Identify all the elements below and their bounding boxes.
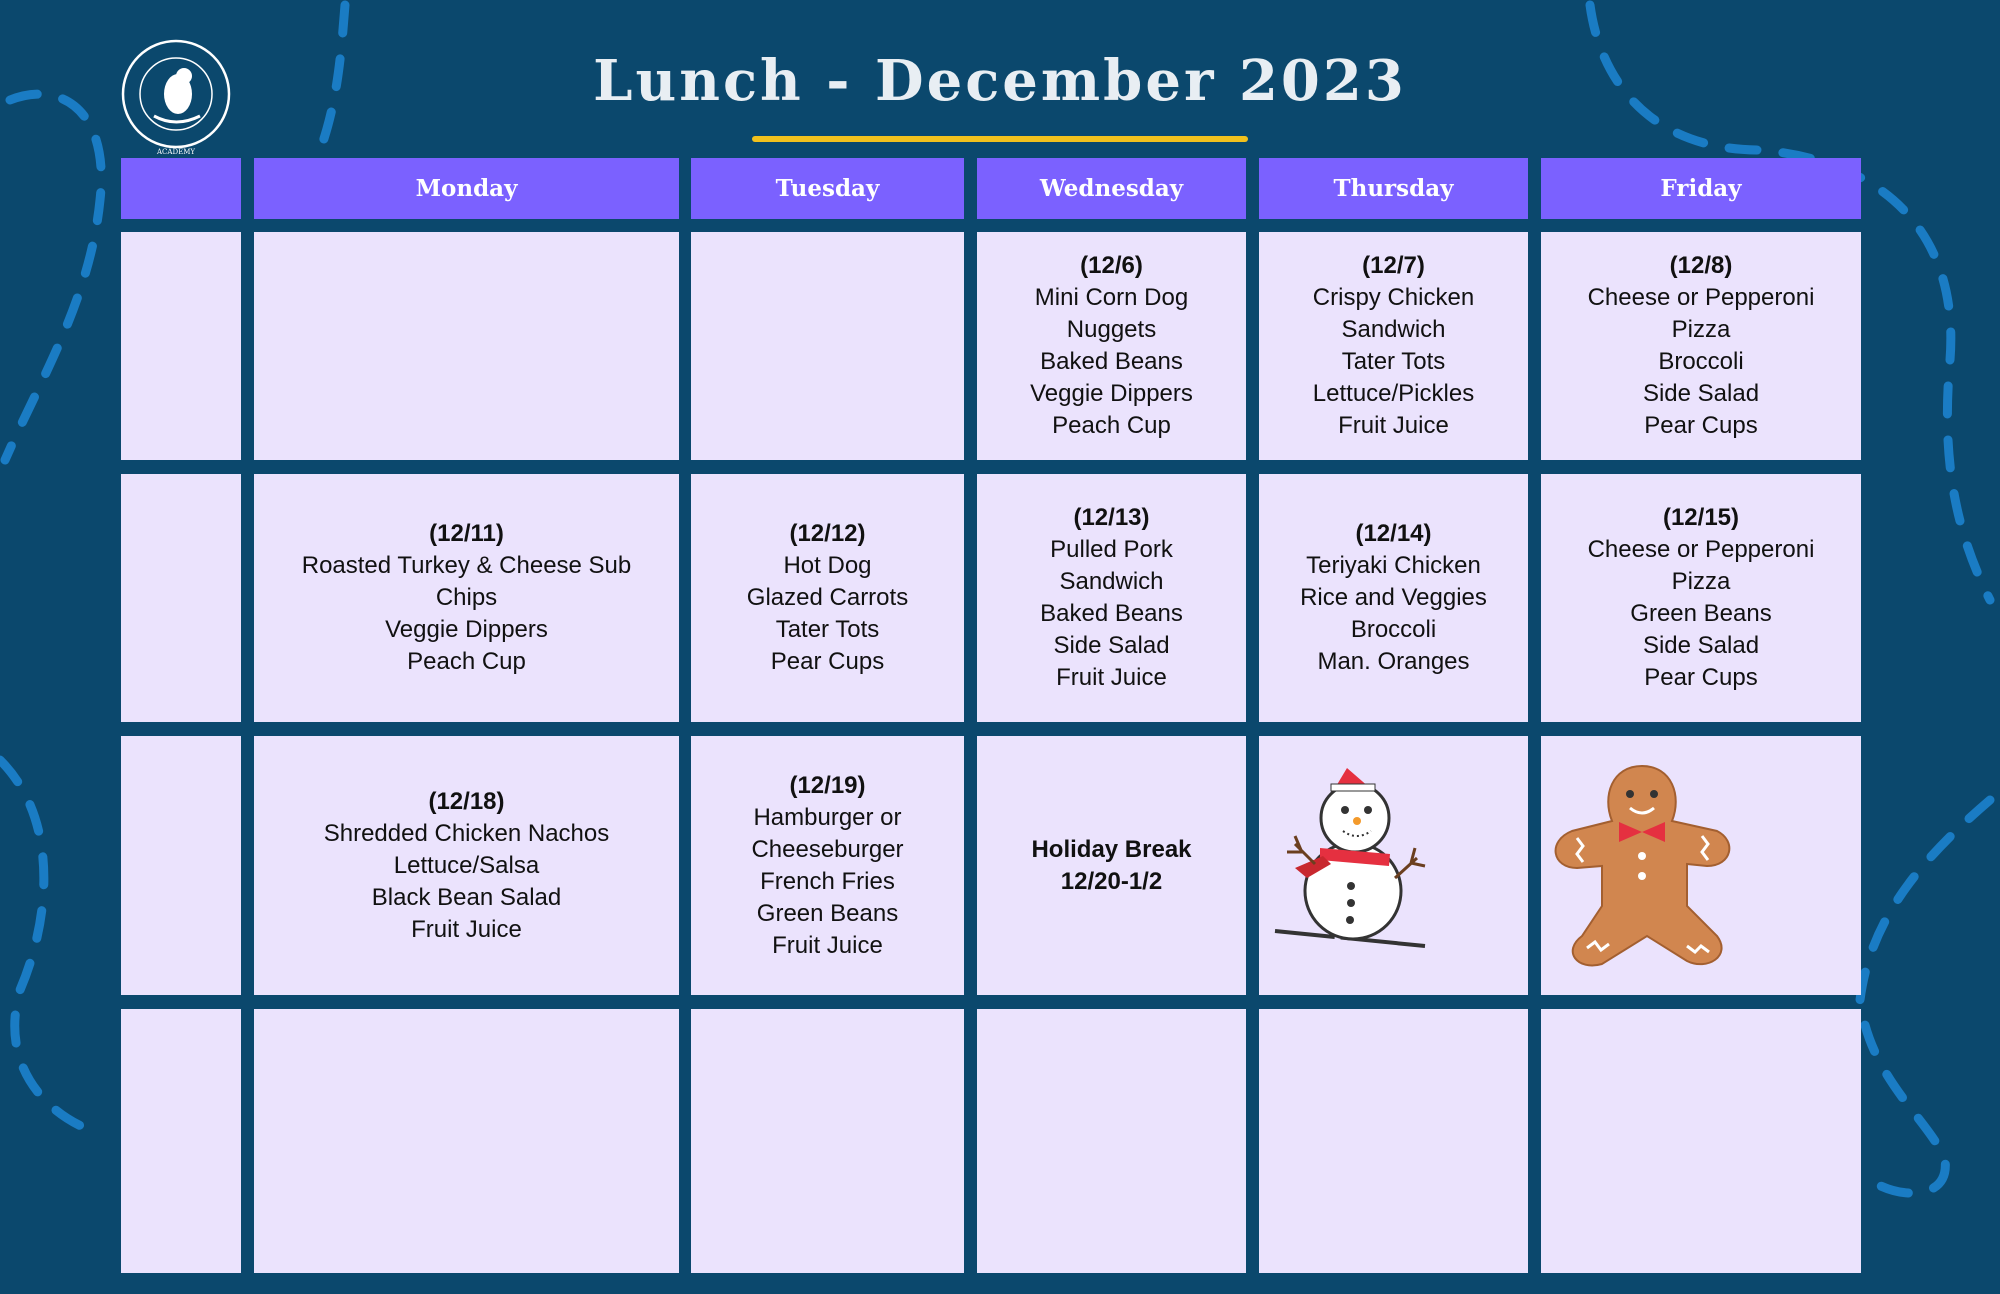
day-cell-monday <box>254 232 679 460</box>
holiday-break-text: Holiday Break <box>1031 835 1192 863</box>
menu-item: Fruit Juice <box>411 915 522 943</box>
menu-item: Peach Cup <box>407 648 526 675</box>
menu-item: Broccoli <box>1658 348 1744 375</box>
day-cell-thursday <box>1259 736 1528 995</box>
week-label-cell <box>121 232 241 460</box>
day-cell-friday <box>1541 736 1861 995</box>
menu-item: Cheese or Pepperoni <box>1587 284 1815 311</box>
day-date: (12/13) <box>1073 504 1150 531</box>
menu-item: Peach Cup <box>1052 412 1171 439</box>
day-cell-friday <box>1541 232 1861 460</box>
day-cell-thursday <box>1259 474 1528 722</box>
menu-item: Pear Cups <box>1644 664 1758 691</box>
menu-item: Fruit Juice <box>1056 664 1167 691</box>
menu-item: Side Salad <box>1053 632 1170 659</box>
menu-item: Hot Dog <box>783 552 872 579</box>
week-label-cell <box>121 1009 241 1273</box>
day-cell-tuesday <box>691 232 964 460</box>
snowman-icon <box>1265 766 1435 966</box>
header-blank <box>121 158 241 219</box>
menu-item: Cheese or Pepperoni <box>1587 536 1815 563</box>
header-wednesday: Wednesday <box>977 158 1246 219</box>
week-label-cell <box>121 474 241 722</box>
menu-item: Veggie Dippers <box>1030 380 1193 407</box>
menu-item: Black Bean Salad <box>371 883 562 911</box>
menu-item: Tater Tots <box>775 616 880 643</box>
day-date: (12/11) <box>429 520 504 547</box>
day-date: (12/14) <box>1355 520 1432 547</box>
menu-item: Green Beans <box>1630 600 1772 627</box>
week-label-cell <box>121 736 241 995</box>
menu-item: Sandwich <box>1059 568 1164 595</box>
menu-item: Roasted Turkey & Cheese Sub <box>301 552 632 579</box>
day-cell-monday <box>254 736 679 995</box>
menu-item: Fruit Juice <box>772 931 883 959</box>
menu-item: Pear Cups <box>1644 412 1758 439</box>
day-date: (12/8) <box>1669 252 1733 279</box>
header-thursday: Thursday <box>1259 158 1528 219</box>
day-cell-tuesday <box>691 474 964 722</box>
menu-item: Tater Tots <box>1341 348 1446 375</box>
menu-item: Pear Cups <box>770 648 885 675</box>
day-cell-wednesday <box>977 1009 1246 1273</box>
menu-item: Pizza <box>1671 568 1731 595</box>
menu-item: Nuggets <box>1066 316 1157 343</box>
menu-item: Pulled Pork <box>1050 536 1173 563</box>
day-cell-thursday <box>1259 232 1528 460</box>
svg-text:ACADEMY: ACADEMY <box>157 148 195 156</box>
menu-item: Lettuce/Pickles <box>1312 380 1475 407</box>
day-date: (12/18) <box>428 787 505 815</box>
day-date: (12/7) <box>1362 252 1425 279</box>
menu-item: Fruit Juice <box>1338 412 1449 439</box>
menu-item: Glazed Carrots <box>746 584 909 611</box>
day-cell-wednesday <box>977 736 1246 995</box>
menu-item: Lettuce/Salsa <box>393 851 540 879</box>
menu-item: Man. Oranges <box>1317 648 1470 675</box>
menu-item: Crispy Chicken <box>1312 284 1475 311</box>
header-monday: Monday <box>254 158 679 219</box>
day-cell-wednesday <box>977 232 1246 460</box>
menu-item: Pizza <box>1671 316 1731 343</box>
day-cell-monday <box>254 474 679 722</box>
day-cell-thursday <box>1259 1009 1528 1273</box>
day-date: (12/15) <box>1662 504 1740 531</box>
header-friday: Friday <box>1541 158 1861 219</box>
menu-item: Rice and Veggies <box>1300 584 1487 611</box>
holiday-break-text: 12/20-1/2 <box>1060 867 1163 895</box>
menu-item: Chips <box>435 584 498 611</box>
menu-item: Green Beans <box>756 899 899 927</box>
header-tuesday: Tuesday <box>691 158 964 219</box>
day-cell-tuesday <box>691 736 964 995</box>
title-underline <box>752 136 1248 142</box>
menu-item: Baked Beans <box>1040 348 1183 375</box>
menu-item: Shredded Chicken Nachos <box>323 819 610 847</box>
day-cell-wednesday <box>977 474 1246 722</box>
menu-item: French Fries <box>760 867 895 895</box>
menu-item: Broccoli <box>1350 616 1437 643</box>
page-title: Lunch - December 2023 <box>593 48 1407 114</box>
menu-item: Hamburger or <box>753 803 902 831</box>
day-cell-tuesday <box>691 1009 964 1273</box>
menu-item: Teriyaki Chicken <box>1306 552 1481 579</box>
menu-item: Side Salad <box>1642 380 1760 407</box>
day-cell-friday <box>1541 474 1861 722</box>
menu-item: Mini Corn Dog <box>1034 284 1189 311</box>
day-date: (12/12) <box>789 520 866 547</box>
menu-item: Baked Beans <box>1040 600 1183 627</box>
gingerbread-man-icon <box>1547 756 1737 976</box>
menu-item: Veggie Dippers <box>385 616 548 643</box>
menu-item: Cheeseburger <box>751 835 904 863</box>
menu-item: Side Salad <box>1642 632 1760 659</box>
day-date: (12/19) <box>789 771 866 799</box>
day-cell-monday <box>254 1009 679 1273</box>
day-date: (12/6) <box>1080 252 1143 279</box>
menu-item: Sandwich <box>1341 316 1446 343</box>
day-cell-friday <box>1541 1009 1861 1273</box>
